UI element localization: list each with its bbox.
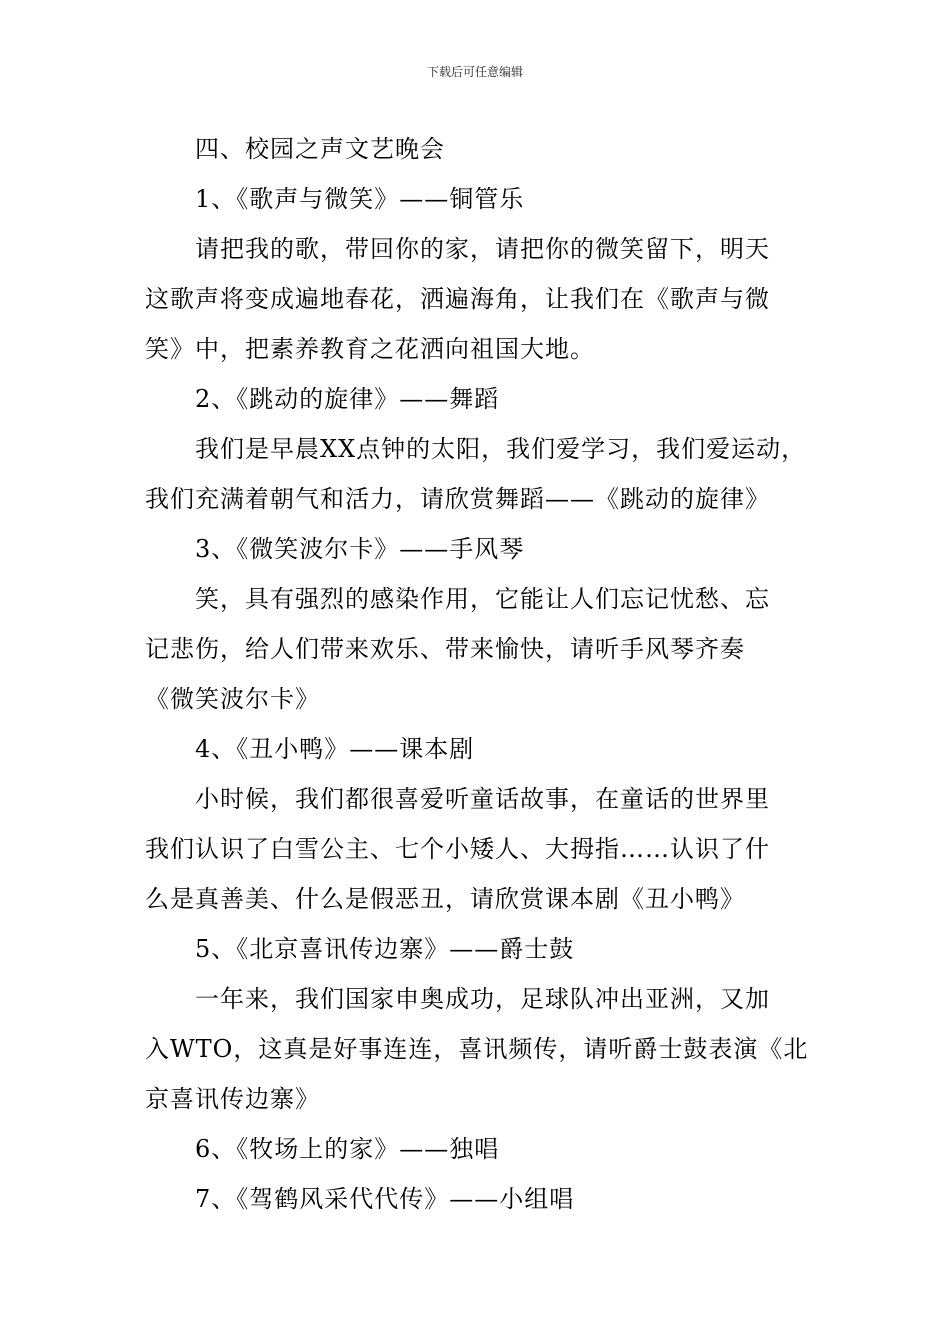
program-item-heading: 6、《牧场上的家》——独唱 bbox=[195, 1135, 500, 1163]
program-item-heading: 5、《北京喜讯传边寨》——爵士鼓 bbox=[195, 935, 575, 963]
paragraph-line: 请把我的歌，带回你的家，请把你的微笑留下，明天 bbox=[195, 235, 770, 263]
paragraph-line: 入WTO，这真是好事连连，喜讯频传，请听爵士鼓表演《北 bbox=[145, 1035, 809, 1063]
paragraph-line: 笑》中，把素养教育之花洒向祖国大地。 bbox=[145, 335, 595, 363]
paragraph-line: 京喜讯传边寨》 bbox=[145, 1085, 320, 1113]
paragraph-line: 我们认识了白雪公主、七个小矮人、大拇指……认识了什 bbox=[145, 835, 770, 863]
paragraph-line: 小时候，我们都很喜爱听童话故事，在童话的世界里 bbox=[195, 785, 770, 813]
paragraph-line: 么是真善美、什么是假恶丑，请欣赏课本剧《丑小鸭》 bbox=[145, 885, 745, 913]
paragraph-line: 这歌声将变成遍地春花，洒遍海角，让我们在《歌声与微 bbox=[145, 285, 770, 313]
document-body bbox=[145, 124, 817, 1224]
paragraph-line: 《微笑波尔卡》 bbox=[145, 685, 320, 713]
paragraph-line: 记悲伤，给人们带来欢乐、带来愉快，请听手风琴齐奏 bbox=[145, 635, 745, 663]
program-item-heading: 3、《微笑波尔卡》——手风琴 bbox=[195, 535, 525, 563]
paragraph-line: 我们充满着朝气和活力，请欣赏舞蹈——《跳动的旋律》 bbox=[145, 485, 770, 513]
program-item-heading: 7、《驾鹤风采代代传》——小组唱 bbox=[195, 1185, 575, 1213]
paragraph-line: 笑，具有强烈的感染作用，它能让人们忘记忧愁、忘 bbox=[195, 585, 770, 613]
paragraph-line: 一年来，我们国家申奥成功，足球队冲出亚洲，又加 bbox=[195, 985, 770, 1013]
section-title: 四、校园之声文艺晚会 bbox=[195, 135, 445, 163]
program-item-heading: 4、《丑小鸭》——课本剧 bbox=[195, 735, 475, 763]
paragraph-line: 我们是早晨XX点钟的太阳，我们爱学习，我们爱运动， bbox=[195, 435, 807, 463]
program-item-heading: 2、《跳动的旋律》——舞蹈 bbox=[195, 385, 500, 413]
page-header-note: 下载后可任意编辑 bbox=[426, 65, 523, 79]
program-item-heading: 1、《歌声与微笑》——铜管乐 bbox=[195, 185, 525, 213]
